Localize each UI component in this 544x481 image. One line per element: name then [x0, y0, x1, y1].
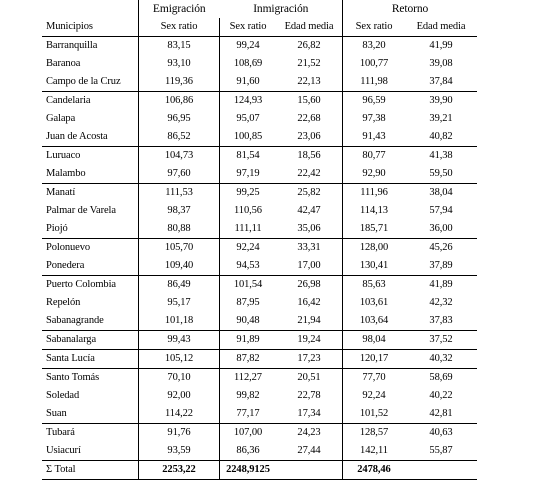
group-header-row: [42, 0, 477, 18]
cell-ret-sex-ratio: 98,04: [343, 331, 406, 350]
table-row: [42, 294, 477, 312]
cell-ret-edad-media: 37,89: [405, 257, 477, 276]
table-row: [42, 165, 477, 184]
cell-inmig-sex-ratio: 92,24: [236, 242, 260, 253]
cell-municipio: Candelaria: [42, 92, 139, 111]
cell-ret-edad-media: 41,38: [429, 150, 453, 161]
table-row: [42, 350, 477, 369]
cell-emig-sex-ratio: 83,15: [139, 37, 220, 56]
cell-inmig-edad-media: 21,52: [276, 55, 343, 73]
table-row: [42, 312, 477, 331]
cell-emig-sex-ratio: 93,10: [139, 55, 220, 73]
cell-ret-sex-ratio: 83,20: [362, 40, 386, 51]
table-row: [42, 110, 477, 128]
cell-ret-sex-ratio: 77,70: [362, 372, 386, 383]
cell-inmig-edad-media: 23,06: [276, 128, 343, 147]
cell-inmig-edad-media: 24,23: [276, 424, 343, 443]
table-row: [42, 147, 477, 166]
cell-inmig-sex-ratio: 99,25: [236, 187, 260, 198]
cell-inmig-edad-media: 26,98: [276, 276, 343, 295]
cell-municipio: Santo Tomás: [42, 369, 139, 388]
cell-inmig-edad-media: 17,23: [276, 350, 343, 369]
table-row: [42, 73, 477, 92]
cell-emig-sex-ratio: 97,60: [139, 165, 220, 184]
cell-inmig-edad-media: 22,42: [276, 165, 343, 184]
cell-emig-sex-ratio: 91,76: [139, 424, 220, 443]
cell-ret-edad-media: 40,22: [429, 390, 453, 401]
cell-inmig-sex-ratio: 87,95: [236, 297, 260, 308]
cell-ret-edad-media: 39,21: [429, 113, 453, 124]
group-header-blank: [42, 0, 139, 18]
total-inmig-sex-ratio: 2248,9125: [220, 461, 277, 480]
cell-emig-sex-ratio: 92,00: [139, 387, 220, 405]
cell-inmig-sex-ratio: 90,48: [220, 312, 277, 331]
cell-ret-sex-ratio: 91,43: [343, 128, 406, 147]
cell-ret-sex-ratio: 185,71: [343, 220, 406, 239]
cell-emig-sex-ratio: 80,88: [139, 220, 220, 239]
column-header-inmig-edad-media: Edad media: [276, 18, 343, 37]
cell-emig-sex-ratio: 98,37: [139, 202, 220, 220]
cell-emig-sex-ratio: 105,70: [139, 239, 220, 258]
cell-municipio: Usiacurí: [42, 442, 139, 461]
cell-inmig-edad-media: 42,47: [276, 202, 343, 220]
cell-inmig-sex-ratio: 99,24: [236, 40, 260, 51]
cell-inmig-sex-ratio: 107,00: [233, 427, 263, 438]
cell-inmig-sex-ratio: 101,54: [233, 279, 263, 290]
cell-emig-sex-ratio: 70,10: [139, 369, 220, 388]
cell-ret-sex-ratio: 114,13: [360, 205, 388, 216]
column-header-ret-sex-ratio: Sex ratio: [343, 18, 406, 37]
cell-emig-sex-ratio: 105,12: [139, 350, 220, 369]
cell-inmig-sex-ratio: 110,56: [234, 205, 262, 216]
cell-municipio: Suan: [42, 405, 139, 424]
cell-municipio: Palmar de Varela: [42, 202, 139, 220]
cell-ret-sex-ratio: 128,57: [359, 427, 389, 438]
cell-inmig-sex-ratio: 124,93: [233, 95, 263, 106]
table-row: [42, 405, 477, 424]
cell-inmig-sex-ratio: 112,27: [234, 372, 262, 383]
cell-inmig-sex-ratio: 87,82: [220, 350, 277, 369]
table-row: [42, 424, 477, 443]
cell-ret-sex-ratio: 111,96: [360, 187, 388, 198]
cell-ret-edad-media: 55,87: [405, 442, 477, 461]
cell-ret-sex-ratio: 142,11: [343, 442, 406, 461]
cell-inmig-edad-media: 17,34: [276, 405, 343, 424]
cell-municipio: Juan de Acosta: [42, 128, 139, 147]
group-header-inmigracion: Inmigración: [220, 0, 343, 18]
cell-emig-sex-ratio: 109,40: [139, 257, 220, 276]
cell-ret-sex-ratio: 120,17: [343, 350, 406, 369]
cell-inmig-sex-ratio: 94,53: [220, 257, 277, 276]
cell-inmig-edad-media: 26,82: [276, 37, 343, 56]
cell-emig-sex-ratio: 93,59: [139, 442, 220, 461]
table-row: [42, 92, 477, 111]
cell-inmig-edad-media: 19,24: [276, 331, 343, 350]
cell-municipio: Santa Lucía: [42, 350, 139, 369]
cell-municipio: Polonuevo: [42, 239, 139, 258]
table-row: [42, 257, 477, 276]
column-header-municipios: Municipios: [42, 18, 139, 37]
cell-municipio: Galapa: [42, 110, 139, 128]
cell-inmig-edad-media: 21,94: [276, 312, 343, 331]
municipios-table: [42, 0, 477, 480]
table-row: [42, 442, 477, 461]
cell-ret-edad-media: 42,81: [405, 405, 477, 424]
cell-inmig-sex-ratio: 99,82: [236, 390, 260, 401]
cell-ret-sex-ratio: 130,41: [343, 257, 406, 276]
column-header-inmig-sex-ratio: Sex ratio: [220, 18, 277, 37]
cell-municipio: Repelón: [42, 294, 139, 312]
column-header-emig-sex-ratio: Sex ratio: [139, 18, 220, 37]
cell-emig-sex-ratio: 114,22: [139, 405, 220, 424]
cell-ret-edad-media: 40,63: [429, 427, 453, 438]
cell-ret-sex-ratio: 96,59: [362, 95, 386, 106]
total-emig-sex-ratio: 2253,22: [139, 461, 220, 480]
table-row: [42, 369, 477, 388]
cell-ret-sex-ratio: 85,63: [362, 279, 386, 290]
cell-inmig-sex-ratio: 95,07: [236, 113, 260, 124]
cell-inmig-edad-media: 27,44: [276, 442, 343, 461]
cell-emig-sex-ratio: 86,49: [139, 276, 220, 295]
cell-municipio: Soledad: [42, 387, 139, 405]
cell-inmig-sex-ratio: 108,69: [233, 58, 263, 69]
cell-inmig-edad-media: 17,00: [276, 257, 343, 276]
cell-ret-edad-media: 45,26: [429, 242, 453, 253]
cell-municipio: Malambo: [42, 165, 139, 184]
cell-inmig-edad-media: 20,51: [276, 369, 343, 388]
cell-inmig-sex-ratio: 81,54: [236, 150, 260, 161]
total-label: Σ Total: [42, 461, 139, 480]
cell-ret-sex-ratio: 103,64: [343, 312, 406, 331]
cell-ret-sex-ratio: 111,98: [343, 73, 406, 92]
cell-municipio: Manatí: [42, 184, 139, 203]
cell-inmig-edad-media: 22,78: [276, 387, 343, 405]
cell-ret-edad-media: 40,32: [405, 350, 477, 369]
cell-municipio: Puerto Colombia: [42, 276, 139, 295]
cell-municipio: Baranoa: [42, 55, 139, 73]
cell-ret-edad-media: 57,94: [429, 205, 453, 216]
table-row: [42, 220, 477, 239]
cell-inmig-edad-media: 22,68: [276, 110, 343, 128]
cell-ret-edad-media: 37,83: [405, 312, 477, 331]
table-body: [42, 37, 477, 480]
cell-emig-sex-ratio: 111,53: [139, 184, 220, 203]
cell-municipio: Luruaco: [42, 147, 139, 166]
cell-inmig-sex-ratio: 91,60: [220, 73, 277, 92]
cell-ret-edad-media: 37,84: [405, 73, 477, 92]
cell-ret-sex-ratio: 92,90: [343, 165, 406, 184]
column-header-ret-edad-media: Edad media: [405, 18, 477, 37]
table-row: [42, 331, 477, 350]
cell-ret-sex-ratio: 128,00: [359, 242, 389, 253]
cell-ret-edad-media: 40,82: [405, 128, 477, 147]
cell-inmig-sex-ratio: 100,85: [220, 128, 277, 147]
cell-municipio: Tubará: [42, 424, 139, 443]
cell-ret-sex-ratio: 92,24: [362, 390, 386, 401]
cell-ret-edad-media: 39,90: [429, 95, 453, 106]
cell-ret-sex-ratio: 80,77: [362, 150, 386, 161]
cell-emig-sex-ratio: 104,73: [139, 147, 220, 166]
table-row: [42, 37, 477, 56]
cell-ret-edad-media: 58,69: [429, 372, 453, 383]
cell-ret-edad-media: 42,32: [429, 297, 453, 308]
total-inmig-edad-media: [276, 461, 343, 480]
table-row: [42, 55, 477, 73]
cell-ret-edad-media: 38,04: [429, 187, 453, 198]
total-ret-edad-media: [405, 461, 477, 480]
cell-inmig-sex-ratio: 91,89: [220, 331, 277, 350]
cell-emig-sex-ratio: 106,86: [139, 92, 220, 111]
cell-municipio: Piojó: [42, 220, 139, 239]
cell-municipio: Campo de la Cruz: [42, 73, 139, 92]
cell-emig-sex-ratio: 96,95: [139, 110, 220, 128]
cell-emig-sex-ratio: 86,52: [139, 128, 220, 147]
cell-inmig-edad-media: 15,60: [276, 92, 343, 111]
cell-inmig-sex-ratio: 97,19: [220, 165, 277, 184]
cell-ret-edad-media: 39,08: [429, 58, 453, 69]
cell-municipio: Sabanagrande: [42, 312, 139, 331]
cell-municipio: Sabanalarga: [42, 331, 139, 350]
cell-emig-sex-ratio: 99,43: [139, 331, 220, 350]
cell-inmig-edad-media: 18,56: [276, 147, 343, 166]
cell-ret-sex-ratio: 97,38: [362, 113, 386, 124]
column-header-row: [42, 18, 477, 37]
table-row: [42, 276, 477, 295]
cell-ret-edad-media: 36,00: [405, 220, 477, 239]
cell-ret-sex-ratio: 101,52: [343, 405, 406, 424]
cell-inmig-sex-ratio: 86,36: [220, 442, 277, 461]
table-row: [42, 128, 477, 147]
cell-municipio: Ponedera: [42, 257, 139, 276]
cell-ret-edad-media: 37,52: [405, 331, 477, 350]
cell-inmig-edad-media: 33,31: [276, 239, 343, 258]
table-row: [42, 184, 477, 203]
cell-ret-sex-ratio: 103,61: [359, 297, 389, 308]
cell-inmig-edad-media: 16,42: [276, 294, 343, 312]
cell-emig-sex-ratio: 101,18: [139, 312, 220, 331]
cell-ret-edad-media: 41,89: [429, 279, 453, 290]
cell-emig-sex-ratio: 119,36: [139, 73, 220, 92]
cell-ret-edad-media: 59,50: [405, 165, 477, 184]
total-row: [42, 461, 477, 480]
cell-ret-edad-media: 41,99: [429, 40, 453, 51]
cell-municipio: Barranquilla: [42, 37, 139, 56]
cell-inmig-sex-ratio: 77,17: [220, 405, 277, 424]
cell-inmig-edad-media: 35,06: [276, 220, 343, 239]
cell-inmig-edad-media: 22,13: [276, 73, 343, 92]
table-row: [42, 387, 477, 405]
table-row: [42, 239, 477, 258]
cell-ret-sex-ratio: 100,77: [359, 58, 389, 69]
table-row: [42, 202, 477, 220]
group-header-emigracion: Emigración: [152, 3, 206, 15]
total-ret-sex-ratio: 2478,46: [343, 461, 406, 480]
group-header-retorno: Retorno: [391, 3, 429, 15]
cell-inmig-sex-ratio: 111,11: [220, 220, 277, 239]
cell-emig-sex-ratio: 95,17: [139, 294, 220, 312]
cell-inmig-edad-media: 25,82: [276, 184, 343, 203]
